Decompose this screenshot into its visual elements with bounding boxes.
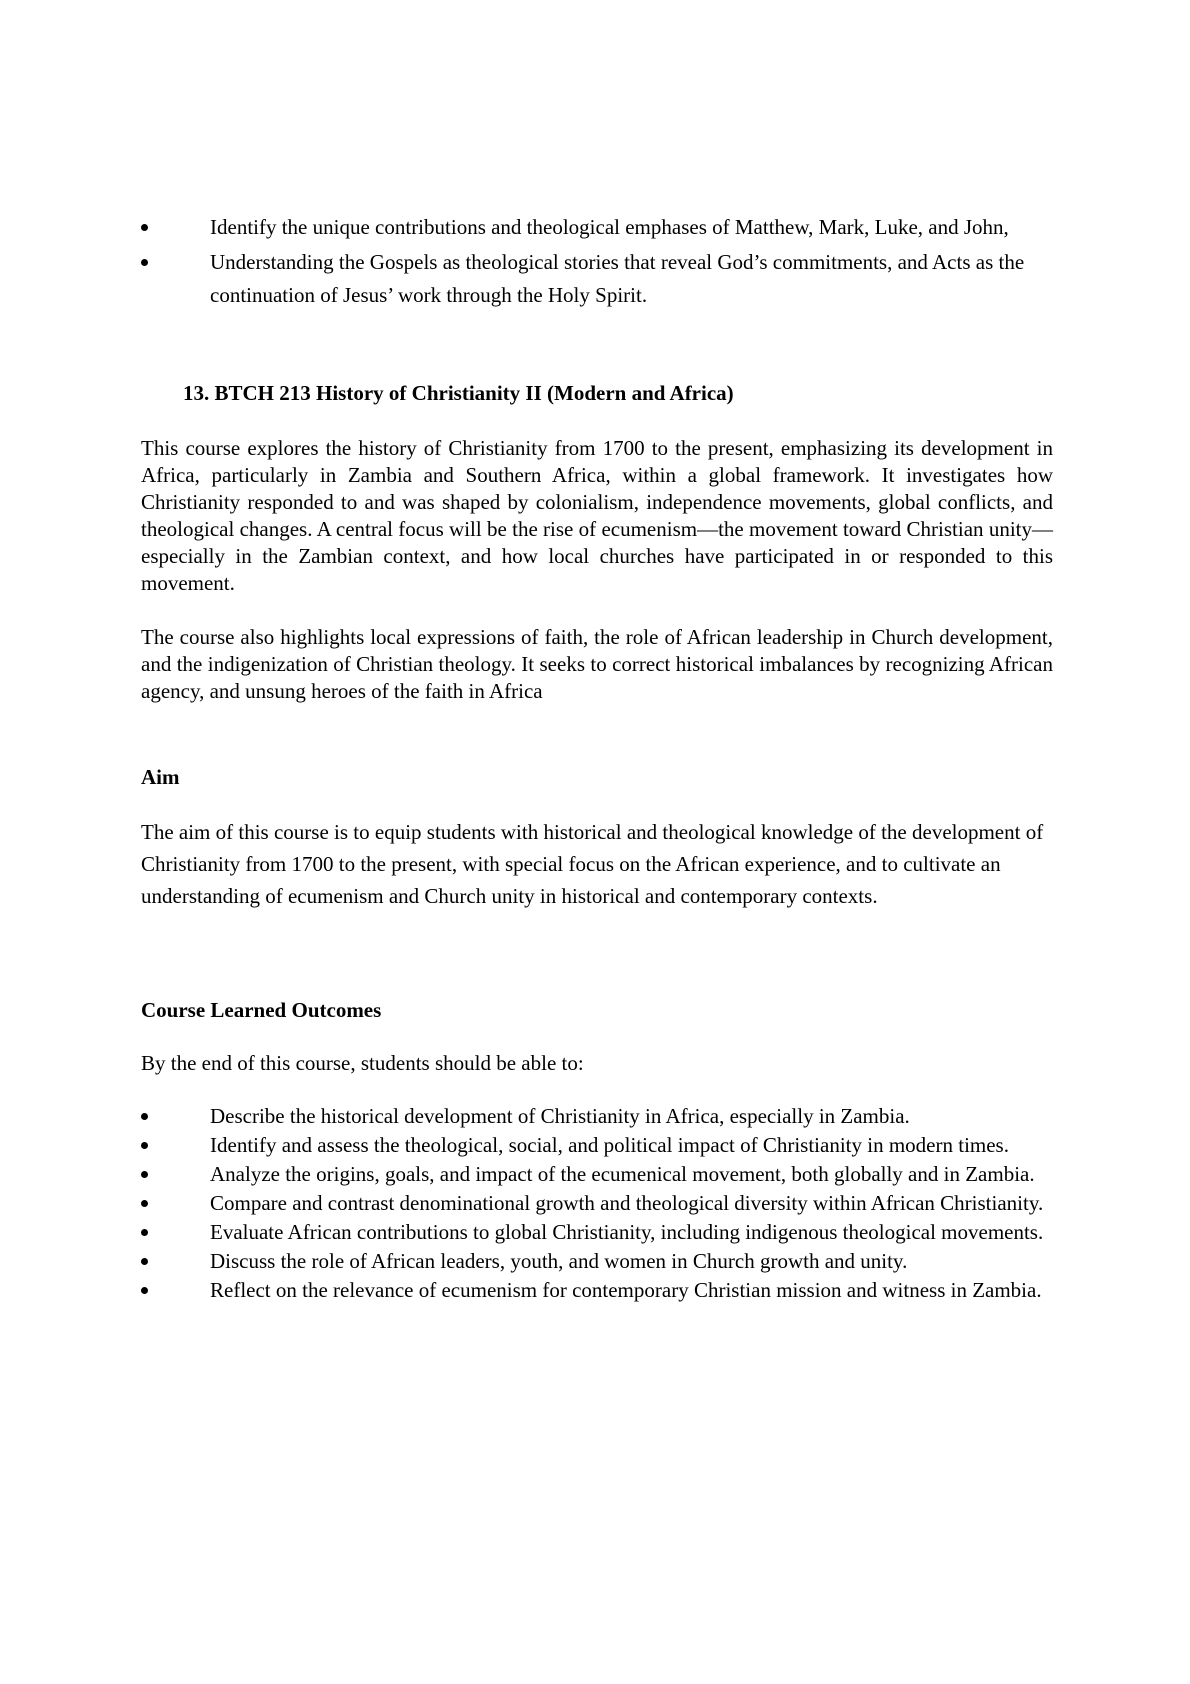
- bullet-icon: [141, 1171, 148, 1178]
- list-item: [141, 1103, 1053, 1132]
- bullet-icon: [141, 1113, 148, 1120]
- list-item-text: Discuss the role of African leaders, youth, and women in Church growth and unity.: [210, 1249, 908, 1273]
- list-item-text: Evaluate African contributions to global Christianity, including indigenous theological movements.: [210, 1220, 1044, 1244]
- bullet-icon: [141, 259, 148, 266]
- gospel-outcomes-list: [141, 212, 1053, 315]
- course-description-paragraph: This course explores the history of Christianity from 1700 to the present, emphasizing its development in Africa, particularly in Zambia and Southern Africa, within a global framework. It investigates how Christianity responded to and was shaped by colonialism, independence movements, global conflicts, and theological changes. A central focus will be the rise of ecumenism—the movement toward Christian unity—especially in the Zambian context, and how local churches have participated in or responded to this movement.: [141, 436, 1053, 595]
- course-description-paragraph: The course also highlights local expressions of faith, the role of African leadership in Church development, and the indigenization of Christian theology. It seeks to correct historical imbalances by recognizing African agency, and unsung heroes of the faith in Africa: [141, 625, 1053, 703]
- bullet-icon: [141, 224, 148, 231]
- list-item: [141, 1219, 1053, 1248]
- list-item-text: Analyze the origins, goals, and impact of the ecumenical movement, both globally and in Zambia.: [210, 1162, 1035, 1186]
- list-item: [141, 247, 1053, 313]
- bullet-icon: [141, 1200, 148, 1207]
- list-item-text: Compare and contrast denominational growth and theological diversity within African Christianity.: [210, 1191, 1044, 1215]
- list-item: [141, 1190, 1053, 1219]
- bullet-icon: [141, 1142, 148, 1149]
- list-item: [141, 212, 1053, 245]
- bullet-icon: [141, 1287, 148, 1294]
- course-title: 13. BTCH 213 History of Christianity II (Modern and Africa): [183, 381, 734, 405]
- outcomes-intro: By the end of this course, students should be able to:: [141, 1051, 584, 1075]
- list-item-text: Identify and assess the theological, social, and political impact of Christianity in modern times.: [210, 1133, 1009, 1157]
- aim-heading: Aim: [141, 765, 180, 789]
- outcomes-list: [141, 1103, 1053, 1306]
- aim-text: The aim of this course is to equip students with historical and theological knowledge of the development of Christianity from 1700 to the present, with special focus on the African experience, and to cultivate an understanding of ecumenism and Church unity in historical and contemporary contexts.: [141, 820, 1044, 908]
- list-item: [141, 1248, 1053, 1277]
- bullet-icon: [141, 1258, 148, 1265]
- list-item: [141, 1161, 1053, 1190]
- list-item: [141, 1132, 1053, 1161]
- outcomes-heading: Course Learned Outcomes: [141, 998, 382, 1022]
- list-item-text: Understanding the Gospels as theological stories that reveal God’s commitments, and Acts as the continuation of Jesus’ work through the Holy Spirit.: [210, 250, 1025, 307]
- list-item-text: Reflect on the relevance of ecumenism for contemporary Christian mission and witness in Zambia.: [210, 1278, 1042, 1302]
- list-item: [141, 1277, 1053, 1306]
- list-item-text: Describe the historical development of Christianity in Africa, especially in Zambia.: [210, 1104, 910, 1128]
- list-item-text: Identify the unique contributions and theological emphases of Matthew, Mark, Luke, and John,: [210, 215, 1009, 239]
- bullet-icon: [141, 1229, 148, 1236]
